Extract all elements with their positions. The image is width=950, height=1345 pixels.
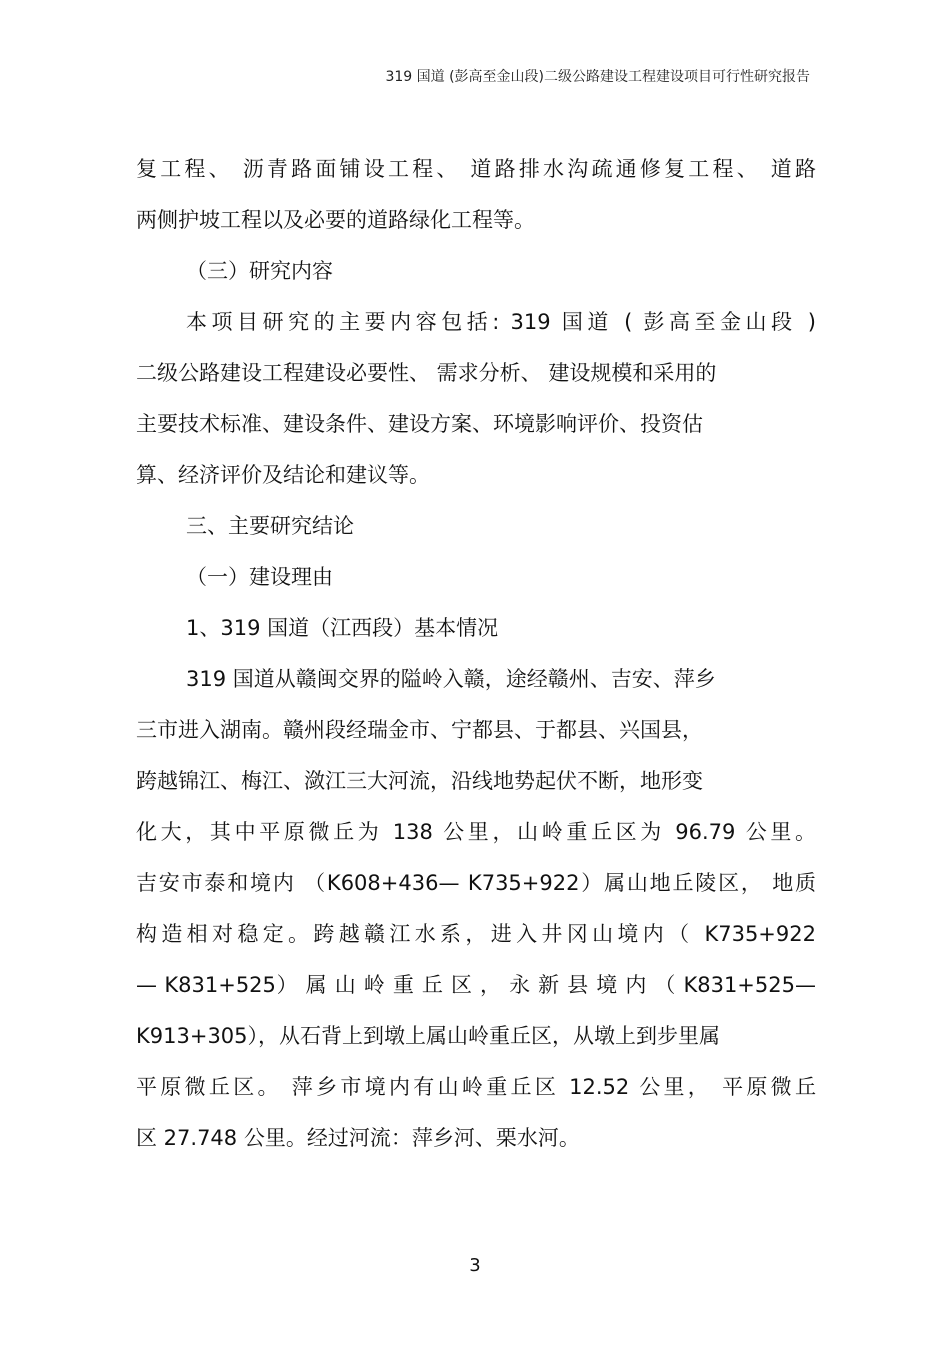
section-heading-main-conclusions: 三、主要研究结论 [186,514,354,538]
section-heading-construction-reason: （一）建设理由 [186,565,333,589]
body-line-5: 二级公路建设工程建设必要性、 需求分析、 建设规模和采用的 [136,361,717,385]
body-line-6: 主要技术标准、建设条件、建设方案、环境影响评价、投资估 [136,412,703,436]
body-line-4: 本项目研究的主要内容包括: 319 国道 ( 彭高至金山段 ) [186,310,816,334]
body-line-11: 319 国道从赣闽交界的隘岭入赣，途经赣州、吉安、萍乡 [186,667,716,691]
body-line-19: 平原微丘区。 萍乡市境内有山岭重丘区 12.52 公里， 平原微丘 [136,1075,816,1099]
body-line-2: 两侧护坡工程以及必要的道路绿化工程等。 [136,208,535,232]
section-heading-basic-situation: 1、319 国道（江西段）基本情况 [186,616,499,640]
body-line-17: — K831+525） 属 山 岭 重 丘 区 ， 永 新 县 境 内 （ K831+525— [136,973,816,997]
section-heading-research-content: （三）研究内容 [186,259,333,283]
body-line-7: 算、经济评价及结论和建议等。 [136,463,430,487]
body-line-15: 吉安市泰和境内 （K608+436— K735+922）属山地丘陵区， 地质 [136,871,816,895]
body-line-20: 区 27.748 公里。经过河流：萍乡河、栗水河。 [136,1126,580,1150]
body-line-13: 跨越锦江、梅江、潋江三大河流，沿线地势起伏不断，地形变 [136,769,703,793]
body-line-1: 复工程、 沥青路面铺设工程、 道路排水沟疏通修复工程、 道路 [136,157,816,181]
running-header: 319 国道 (彭高至金山段)二级公路建设工程建设项目可行性研究报告 [385,69,810,85]
body-line-18: K913+305），从石背上到墩上属山岭重丘区，从墩上到步里属 [136,1024,721,1048]
body-line-12: 三市进入湖南。赣州段经瑞金市、宁都县、于都县、兴国县， [136,718,703,742]
body-line-16: 构造相对稳定。跨越赣江水系，进入井冈山境内（ K735+922 [136,922,816,946]
body-line-14: 化大，其中平原微丘为 138 公里，山岭重丘区为 96.79 公里。 [136,820,816,844]
page-number: 3 [469,1255,481,1276]
